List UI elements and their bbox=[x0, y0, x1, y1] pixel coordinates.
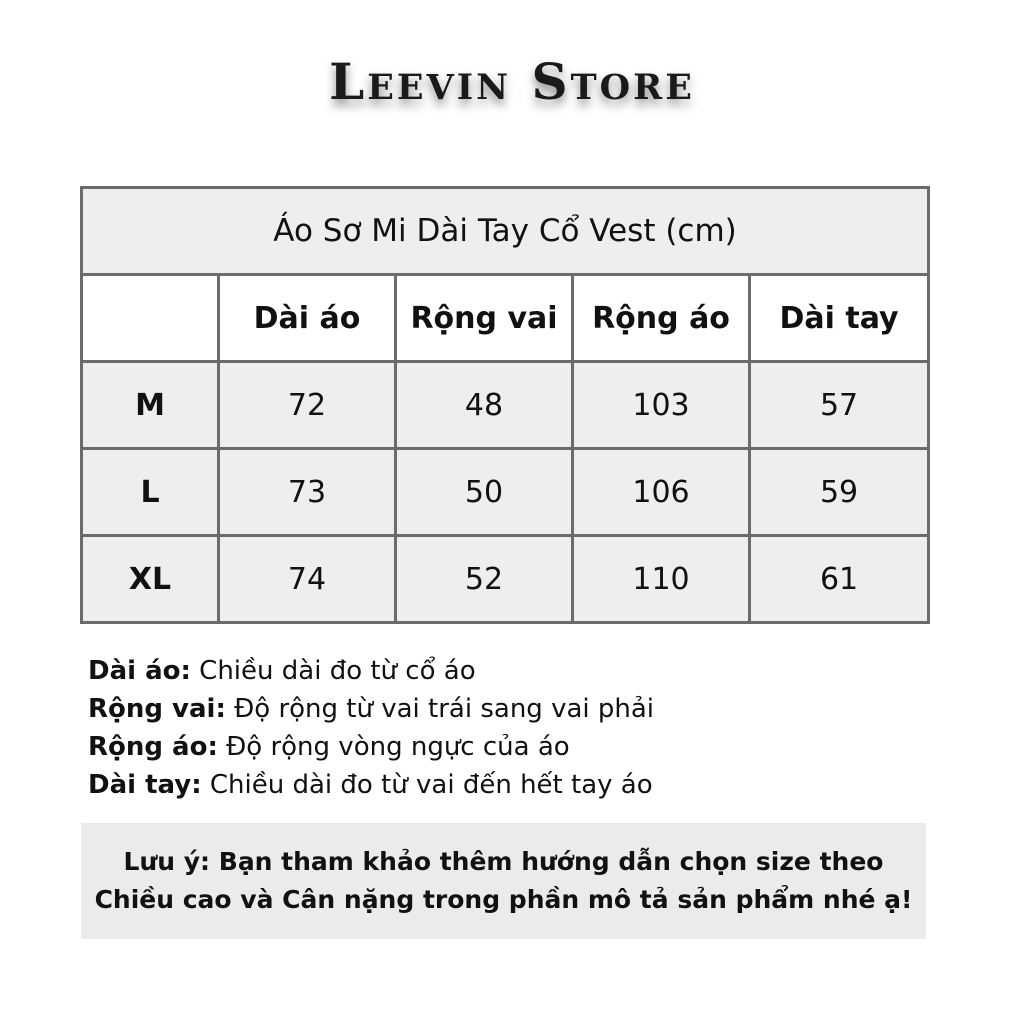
definition-term: Dài tay: bbox=[88, 770, 202, 800]
table-cell: 74 bbox=[219, 536, 396, 623]
size-table bbox=[80, 186, 930, 624]
definition-term: Dài áo: bbox=[88, 656, 191, 686]
table-row bbox=[82, 449, 929, 536]
table-cell: 106 bbox=[573, 449, 750, 536]
table-cell: 50 bbox=[396, 449, 573, 536]
definition-line bbox=[88, 690, 968, 728]
table-cell: 103 bbox=[573, 362, 750, 449]
definition-term: Rộng vai: bbox=[88, 694, 226, 724]
table-title: Áo Sơ Mi Dài Tay Cổ Vest (cm) bbox=[82, 188, 929, 275]
size-label: M bbox=[82, 362, 219, 449]
table-cell: 61 bbox=[750, 536, 929, 623]
header-rong-vai: Rộng vai bbox=[396, 275, 573, 362]
size-label: L bbox=[82, 449, 219, 536]
table-cell: 59 bbox=[750, 449, 929, 536]
table-row bbox=[82, 362, 929, 449]
measurement-definitions bbox=[88, 652, 968, 804]
definition-line bbox=[88, 766, 968, 804]
header-dai-tay: Dài tay bbox=[750, 275, 929, 362]
header-rong-ao: Rộng áo bbox=[573, 275, 750, 362]
definition-term: Rộng áo: bbox=[88, 732, 218, 762]
note-line-1: Lưu ý: Bạn tham khảo thêm hướng dẫn chọn size theo bbox=[123, 847, 884, 876]
table-title-row bbox=[82, 188, 929, 275]
table-header-row bbox=[82, 275, 929, 362]
table-row bbox=[82, 536, 929, 623]
table-cell: 52 bbox=[396, 536, 573, 623]
table-cell: 110 bbox=[573, 536, 750, 623]
table-cell: 57 bbox=[750, 362, 929, 449]
definition-text: Độ rộng từ vai trái sang vai phải bbox=[225, 694, 655, 724]
header-dai-ao: Dài áo bbox=[219, 275, 396, 362]
table-cell: 73 bbox=[219, 449, 396, 536]
definition-line bbox=[88, 652, 968, 690]
brand-logo: Leevin Store bbox=[329, 52, 695, 111]
note-box bbox=[81, 823, 926, 939]
table-cell: 48 bbox=[396, 362, 573, 449]
note-line-2: Chiều cao và Cân nặng trong phần mô tả sản phẩm nhé ạ! bbox=[94, 885, 913, 914]
size-label: XL bbox=[82, 536, 219, 623]
table-cell: 72 bbox=[219, 362, 396, 449]
definition-text: Chiều dài đo từ vai đến hết tay áo bbox=[201, 770, 653, 800]
definition-text: Độ rộng vòng ngực của áo bbox=[217, 732, 570, 762]
definition-line bbox=[88, 728, 968, 766]
header-corner-cell bbox=[82, 275, 219, 362]
definition-text: Chiều dài đo từ cổ áo bbox=[190, 656, 476, 686]
